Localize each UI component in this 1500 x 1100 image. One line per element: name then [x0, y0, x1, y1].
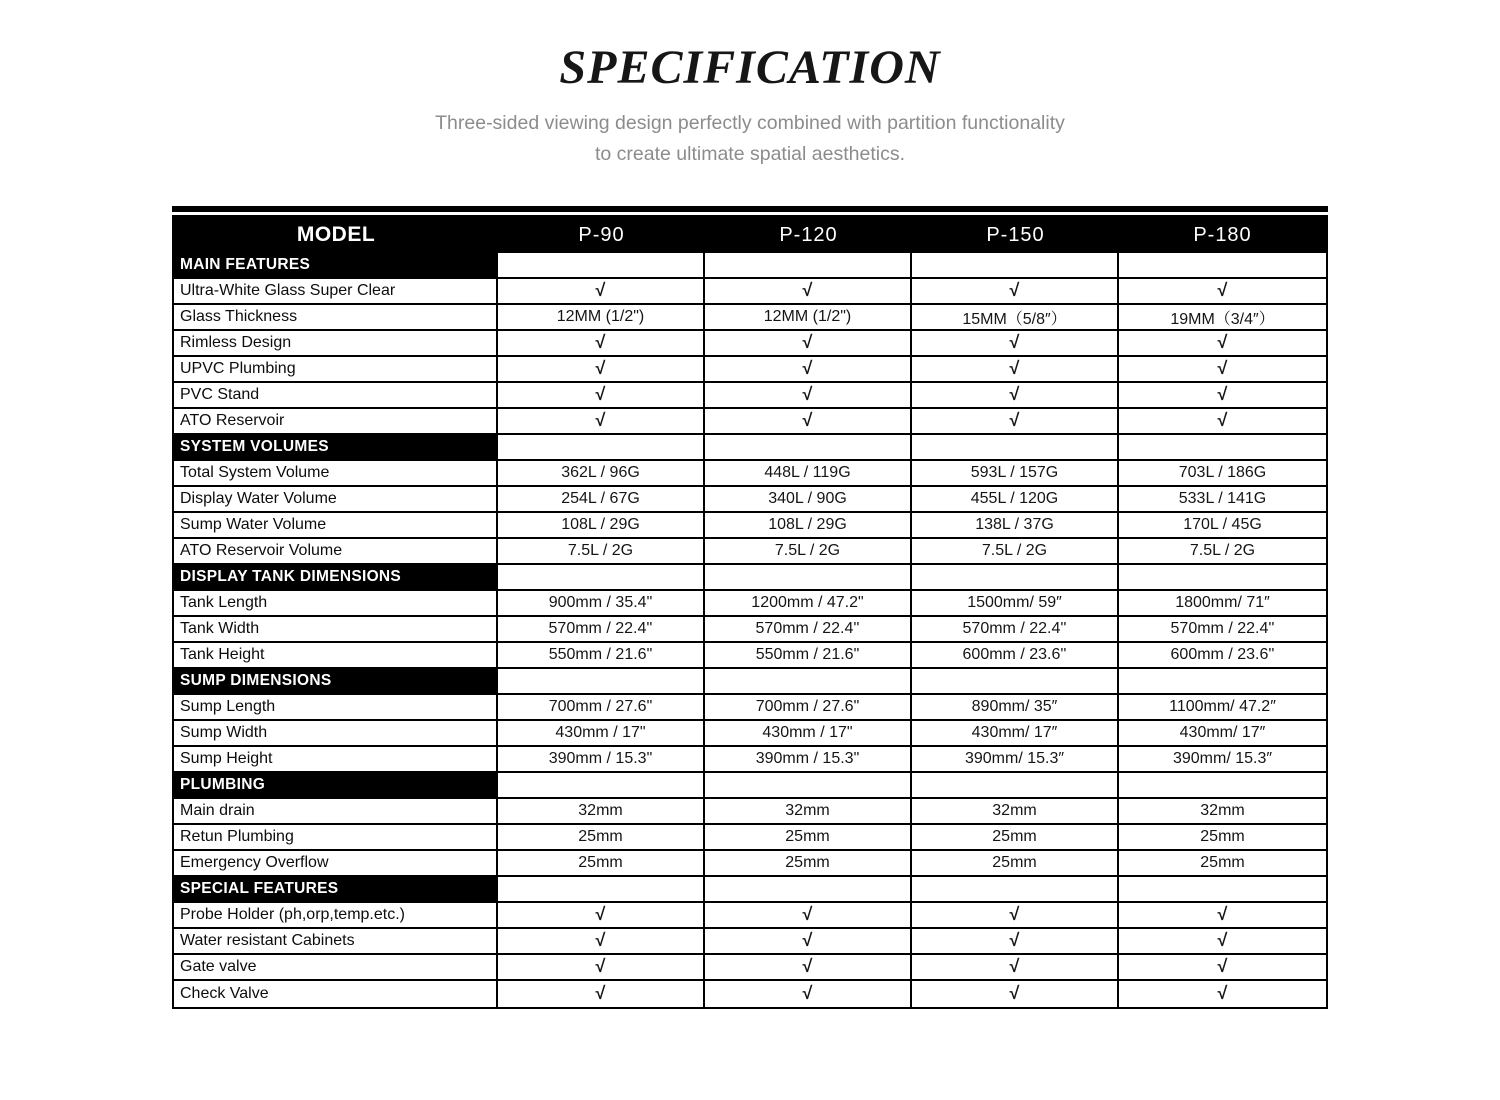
- section-empty-cell: [1119, 565, 1326, 589]
- section-row: [174, 435, 1326, 461]
- spec-row: [174, 955, 1326, 981]
- check-mark: √: [912, 357, 1119, 381]
- spec-row: [174, 513, 1326, 539]
- specification-table: [172, 206, 1328, 1009]
- section-empty-cell: [912, 877, 1119, 901]
- section-empty-cell: [705, 877, 912, 901]
- spec-label: Glass Thickness: [174, 305, 498, 329]
- spec-row: [174, 357, 1326, 383]
- subtitle-line-1: Three-sided viewing design perfectly combined with partition functionality: [435, 112, 1065, 134]
- check-mark: √: [498, 357, 705, 381]
- spec-value: 700mm / 27.6": [705, 695, 912, 719]
- check-mark: √: [498, 903, 705, 927]
- check-mark: √: [705, 955, 912, 979]
- spec-value: 362L / 96G: [498, 461, 705, 485]
- spec-value: 570mm / 22.4'': [705, 617, 912, 641]
- spec-value: 108L / 29G: [705, 513, 912, 537]
- heading-block: [0, 0, 1500, 170]
- spec-value: 1500mm/ 59″: [912, 591, 1119, 615]
- check-mark: √: [1217, 955, 1228, 976]
- check-mark: √: [705, 929, 912, 953]
- spec-value: 15MM（5/8″）: [912, 305, 1119, 329]
- spec-value: 25mm: [912, 851, 1119, 875]
- spec-row: [174, 695, 1326, 721]
- check-mark: √: [912, 955, 1119, 979]
- section-title: SPECIAL FEATURES: [174, 877, 498, 901]
- check-mark: √: [498, 331, 705, 355]
- spec-row: [174, 383, 1326, 409]
- spec-label: Sump Water Volume: [174, 513, 498, 537]
- section-title: DISPLAY TANK DIMENSIONS: [174, 565, 498, 589]
- check-mark: √: [912, 903, 1119, 927]
- spec-label: Probe Holder (ph,orp,temp.etc.): [174, 903, 498, 927]
- check-mark: √: [912, 331, 1119, 355]
- section-empty-cell: [1119, 877, 1326, 901]
- section-empty-cell: [1119, 253, 1326, 277]
- spec-row: [174, 331, 1326, 357]
- spec-value: 32mm: [705, 799, 912, 823]
- spec-row: [174, 643, 1326, 669]
- spec-row: [174, 799, 1326, 825]
- spec-row: [174, 461, 1326, 487]
- check-mark: √: [498, 383, 705, 407]
- column-header-p-180: P-180: [1193, 223, 1252, 246]
- spec-label: Tank Length: [174, 591, 498, 615]
- spec-label: Sump Length: [174, 695, 498, 719]
- spec-value: 7.5L / 2G: [705, 539, 912, 563]
- spec-value: 7.5L / 2G: [1189, 542, 1256, 559]
- section-title: PLUMBING: [174, 773, 498, 797]
- check-mark: √: [912, 929, 1119, 953]
- spec-label: Tank Width: [174, 617, 498, 641]
- section-empty-cell: [498, 565, 705, 589]
- spec-value: 533L / 141G: [1178, 490, 1267, 507]
- spec-value: 570mm / 22.4'': [912, 617, 1119, 641]
- spec-value: 430mm / 17": [705, 721, 912, 745]
- section-empty-cell: [912, 773, 1119, 797]
- section-empty-cell: [498, 669, 705, 693]
- section-row: [174, 565, 1326, 591]
- spec-row: [174, 851, 1326, 877]
- spec-label: Tank Height: [174, 643, 498, 667]
- spec-row: [174, 539, 1326, 565]
- check-mark: √: [498, 929, 705, 953]
- section-empty-cell: [912, 565, 1119, 589]
- spec-value: 550mm / 21.6": [705, 643, 912, 667]
- spec-label: Gate valve: [174, 955, 498, 979]
- spec-value: 25mm: [1200, 854, 1245, 871]
- spec-row: [174, 591, 1326, 617]
- spec-label: Retun Plumbing: [174, 825, 498, 849]
- check-mark: √: [912, 383, 1119, 407]
- spec-value: 7.5L / 2G: [498, 539, 705, 563]
- section-empty-cell: [1119, 773, 1326, 797]
- section-empty-cell: [912, 435, 1119, 459]
- spec-value: 550mm / 21.6": [498, 643, 705, 667]
- spec-value: 593L / 157G: [912, 461, 1119, 485]
- spec-label: Ultra-White Glass Super Clear: [174, 279, 498, 303]
- spec-row: [174, 929, 1326, 955]
- check-mark: √: [705, 331, 912, 355]
- spec-label: Sump Height: [174, 747, 498, 771]
- spec-row: [174, 903, 1326, 929]
- spec-value: 700mm / 27.6": [498, 695, 705, 719]
- section-empty-cell: [912, 253, 1119, 277]
- spec-row: [174, 409, 1326, 435]
- section-empty-cell: [498, 253, 705, 277]
- spec-value: 1200mm / 47.2": [705, 591, 912, 615]
- spec-value: 430mm/ 17″: [912, 721, 1119, 745]
- spec-value: 570mm / 22.4'': [1170, 620, 1275, 637]
- check-mark: √: [1217, 357, 1228, 378]
- check-mark: √: [705, 409, 912, 433]
- section-empty-cell: [705, 669, 912, 693]
- spec-row: [174, 617, 1326, 643]
- spec-value: 455L / 120G: [912, 487, 1119, 511]
- section-row: [174, 773, 1326, 799]
- section-empty-cell: [1119, 435, 1326, 459]
- section-empty-cell: [912, 669, 1119, 693]
- spec-row: [174, 981, 1326, 1007]
- spec-value: 19MM（3/4″）: [1170, 310, 1275, 328]
- section-empty-cell: [705, 253, 912, 277]
- check-mark: √: [912, 409, 1119, 433]
- table-top-border: [172, 206, 1328, 212]
- check-mark: √: [1217, 903, 1228, 924]
- spec-value: 25mm: [498, 851, 705, 875]
- spec-value: 1800mm/ 71″: [1175, 594, 1270, 611]
- check-mark: √: [705, 279, 912, 303]
- check-mark: √: [912, 981, 1119, 1007]
- spec-value: 138L / 37G: [912, 513, 1119, 537]
- spec-label: Emergency Overflow: [174, 851, 498, 875]
- spec-value: 390mm/ 15.3″: [1172, 750, 1273, 767]
- spec-value: 600mm / 23.6'': [912, 643, 1119, 667]
- check-mark: √: [705, 903, 912, 927]
- check-mark: √: [1217, 331, 1228, 352]
- spec-label: Water resistant Cabinets: [174, 929, 498, 953]
- spec-label: Display Water Volume: [174, 487, 498, 511]
- check-mark: √: [498, 279, 705, 303]
- spec-value: 390mm / 15.3": [498, 747, 705, 771]
- spec-value: 32mm: [498, 799, 705, 823]
- check-mark: √: [1217, 982, 1228, 1003]
- spec-value: 900mm / 35.4": [498, 591, 705, 615]
- spec-value: 570mm / 22.4'': [498, 617, 705, 641]
- spec-value: 7.5L / 2G: [912, 539, 1119, 563]
- spec-value: 390mm/ 15.3″: [912, 747, 1119, 771]
- spec-value: 600mm / 23.6'': [1170, 646, 1275, 663]
- spec-value: 430mm / 17": [498, 721, 705, 745]
- section-title: SYSTEM VOLUMES: [174, 435, 498, 459]
- check-mark: √: [498, 955, 705, 979]
- check-mark: √: [1217, 279, 1228, 300]
- section-row: [174, 877, 1326, 903]
- spec-value: 703L / 186G: [1178, 464, 1267, 481]
- check-mark: √: [498, 409, 705, 433]
- check-mark: √: [1217, 409, 1228, 430]
- spec-value: 108L / 29G: [498, 513, 705, 537]
- spec-value: 25mm: [705, 825, 912, 849]
- spec-value: 340L / 90G: [705, 487, 912, 511]
- spec-label: Sump Width: [174, 721, 498, 745]
- spec-row: [174, 487, 1326, 513]
- table-grid: [172, 215, 1328, 1009]
- spec-value: 170L / 45G: [1183, 516, 1262, 533]
- table-body: [174, 253, 1326, 1007]
- spec-label: UPVC Plumbing: [174, 357, 498, 381]
- spec-label: ATO Reservoir Volume: [174, 539, 498, 563]
- column-header-p-90: P-90: [578, 223, 625, 246]
- spec-value: 12MM (1/2"): [498, 305, 705, 329]
- spec-value: 32mm: [1200, 802, 1245, 819]
- section-empty-cell: [498, 877, 705, 901]
- column-header-p-150: P-150: [986, 223, 1045, 246]
- check-mark: √: [705, 357, 912, 381]
- spec-label: ATO Reservoir: [174, 409, 498, 433]
- spec-value: 390mm / 15.3": [705, 747, 912, 771]
- check-mark: √: [705, 383, 912, 407]
- check-mark: √: [705, 981, 912, 1007]
- check-mark: √: [912, 279, 1119, 303]
- spec-label: Check Valve: [174, 981, 498, 1007]
- section-empty-cell: [705, 773, 912, 797]
- spec-value: 1100mm/ 47.2″: [1169, 698, 1276, 715]
- spec-value: 25mm: [498, 825, 705, 849]
- subtitle-line-2: to create ultimate spatial aesthetics.: [595, 143, 905, 165]
- spec-label: PVC Stand: [174, 383, 498, 407]
- section-empty-cell: [1119, 669, 1326, 693]
- page-title: SPECIFICATION: [559, 41, 941, 94]
- spec-value: 25mm: [705, 851, 912, 875]
- spec-value: 12MM (1/2"): [705, 305, 912, 329]
- check-mark: √: [1217, 929, 1228, 950]
- spec-value: 890mm/ 35″: [912, 695, 1119, 719]
- spec-row: [174, 279, 1326, 305]
- spec-value: 448L / 119G: [705, 461, 912, 485]
- spec-value: 25mm: [912, 825, 1119, 849]
- spec-row: [174, 721, 1326, 747]
- column-header-p-120: P-120: [779, 223, 838, 246]
- spec-row: [174, 305, 1326, 331]
- spec-row: [174, 747, 1326, 773]
- spec-value: 254L / 67G: [498, 487, 705, 511]
- check-mark: √: [1217, 383, 1228, 404]
- section-empty-cell: [705, 435, 912, 459]
- section-empty-cell: [498, 773, 705, 797]
- section-row: [174, 669, 1326, 695]
- table-header-row: [174, 217, 1326, 253]
- spec-value: 430mm/ 17″: [1179, 724, 1266, 741]
- section-row: [174, 253, 1326, 279]
- model-header-cell: MODEL: [296, 223, 376, 246]
- section-title: SUMP DIMENSIONS: [174, 669, 498, 693]
- section-title: MAIN FEATURES: [174, 253, 498, 277]
- spec-label: Total System Volume: [174, 461, 498, 485]
- spec-value: 32mm: [912, 799, 1119, 823]
- section-empty-cell: [498, 435, 705, 459]
- spec-label: Main drain: [174, 799, 498, 823]
- spec-row: [174, 825, 1326, 851]
- section-empty-cell: [705, 565, 912, 589]
- check-mark: √: [498, 981, 705, 1007]
- spec-label: Rimless Design: [174, 331, 498, 355]
- spec-value: 25mm: [1200, 828, 1245, 845]
